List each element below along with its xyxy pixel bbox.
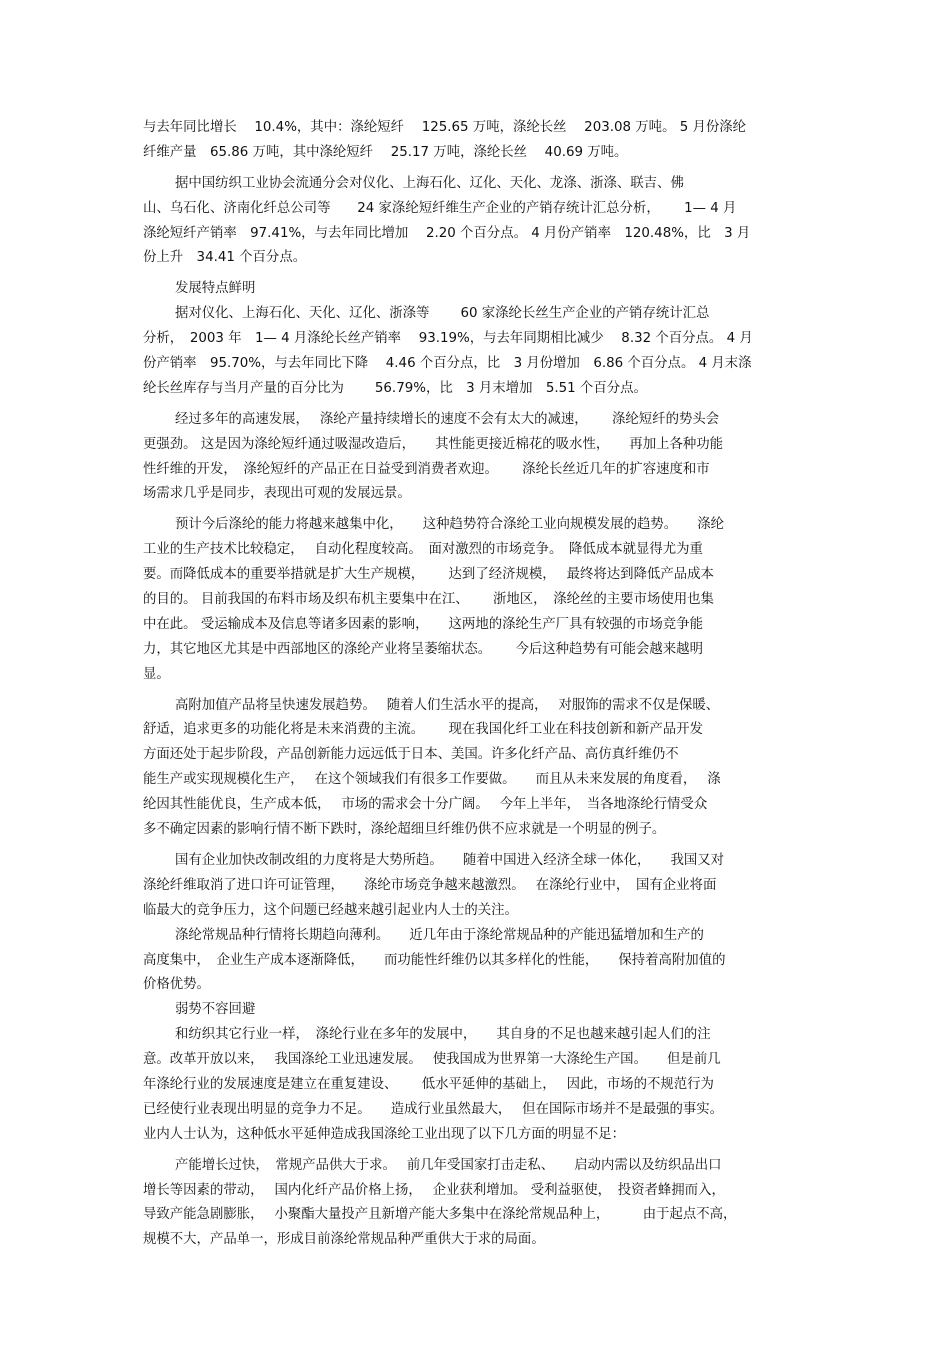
text-line: 分析， 2003 年 1— 4 月涤纶长丝产销率 93.19%，与去年同期相比减少 8.32 个百分点。 4 月 <box>143 331 753 347</box>
paragraph-start: 和纺织其它行业一样， 涤纶行业在多年的发展中， 其自身的不足也越来越引起人们的注 <box>175 1027 711 1043</box>
document-body <box>143 116 807 1253</box>
text-line: 与去年同比增长 10.4%，其中：涤纶短纤 125.65 万吨，涤纶长丝 203.08 万吨。 5 月份涤纶 <box>143 120 747 135</box>
text-line: 的目的。 目前我国的布料市场及织布机主要集中在江、 浙地区， 涤纶丝的主要市场使用也集 <box>143 592 714 608</box>
text-line: 价格优势。 <box>143 977 210 993</box>
paragraph-start: 据对仪化、上海石化、天化、辽化、浙涤等 60 家涤纶长丝生产企业的产销存统计汇总 <box>175 306 710 322</box>
text-line: 涤纶短纤产销率 97.41%，与去年同比增加 2.20 个百分点。 4 月份产销率 120.48%，比 3 月 <box>143 225 751 241</box>
text-line: 工业的生产技术比较稳定， 自动化程度较高。 面对激烈的市场竞争。 降低成本就显得尤为重 <box>143 542 703 558</box>
text-line: 高度集中， 企业生产成本逐渐降低， 而功能性纤维仍以其多样化的性能， 保持着高附加值的 <box>143 952 726 968</box>
text-line: 能生产或实现规模化生产， 在这个领域我们有很多工作要做。 而且从未来发展的角度看， 涤 <box>143 772 721 788</box>
text-line: 纤维产量 65.86 万吨，其中涤纶短纤 25.17 万吨，涤纶长丝 40.69 万吨。 <box>143 144 628 160</box>
text-line: 已经使行业表现出明显的竞争力不足。 造成行业虽然最大， 但在国际市场并不是最强的事实。 <box>143 1101 724 1117</box>
paragraph-start: 涤纶常规品种行情将长期趋向薄利。 近几年由于涤纶常规品种的产能迅猛增加和生产的 <box>175 927 704 943</box>
text-line: 山、乌石化、济南化纤总公司等 24 家涤纶短纤维生产企业的产销存统计汇总分析， 1— 4 月 <box>143 200 737 216</box>
paragraph-start: 高附加值产品将呈快速发展趋势。 随着人们生活水平的提高， 对服饰的需求不仅是保暖、 <box>175 697 720 713</box>
text-line: 年涤纶行业的发展速度是建立在重复建设、 低水平延伸的基础上， 因此，市场的不规范行为 <box>143 1076 714 1092</box>
section-heading: 发展特点鲜明 <box>175 281 256 297</box>
text-line: 意。改革开放以来， 我国涤纶工业迅速发展。 使我国成为世界第一大涤纶生产国。 但是前几 <box>143 1052 721 1068</box>
text-line: 多不确定因素的影响行情不断下跌时，涤纶超细旦纤维仍供不应求就是一个明显的例子。 <box>143 822 666 838</box>
text-line: 增长等因素的带动， 国内化纤产品价格上扬， 企业获利增加。 受利益驱使， 投资者蜂拥而入， <box>143 1182 725 1198</box>
text-line: 更强劲。 这是因为涤纶短纤通过吸湿改造后， 其性能更接近棉花的吸水性， 再加上各种功能 <box>143 436 724 452</box>
paragraph-start: 产能增长过快， 常规产品供大于求。 前几年受国家打击走私、 启动内需以及纺织品出口 <box>175 1157 722 1173</box>
section-heading: 弱势不容回避 <box>175 1002 256 1018</box>
paragraph-start: 预计今后涤纶的能力将越来越集中化， 这种趋势符合涤纶工业向规模发展的趋势。 涤纶 <box>175 517 725 533</box>
text-line: 性纤维的开发， 涤纶短纤的产品正在日益受到消费者欢迎。 涤纶长丝近几年的扩容速度和市 <box>143 461 710 477</box>
text-line: 舒适，追求更多的功能化将是未来消费的主流。 现在我国化纤工业在科技创新和新产品开发 <box>143 722 703 738</box>
text-line: 纶因其性能优良，生产成本低， 市场的需求会十分广阔。 今年上半年， 当各地涤纶行情受众 <box>143 797 708 813</box>
text-line: 份上升 34.41 个百分点。 <box>143 250 307 266</box>
text-line: 中在此。 受运输成本及信息等诸多因素的影响， 这两地的涤纶生产厂具有较强的市场竞争能 <box>143 616 703 632</box>
text-line: 显。 <box>143 666 170 682</box>
text-line: 纶长丝库存与当月产量的百分比为 56.79%，比 3 月末增加 5.51 个百分点。 <box>143 380 647 396</box>
paragraph-start: 国有企业加快改制改组的力度将是大势所趋。 随着中国进入经济全球一体化， 我国又对 <box>175 852 725 868</box>
text-line: 规模不大，产品单一，形成目前涤纶常规品种严重供大于求的局面。 <box>143 1232 545 1248</box>
text-line: 力，其它地区尤其是中西部地区的涤纶产业将呈萎缩状态。 今后这种趋势有可能会越来越明 <box>143 641 703 657</box>
text-line: 份产销率 95.70%，与去年同比下降 4.46 个百分点，比 3 月份增加 6.86 个百分点。 4 月末涤 <box>143 356 752 372</box>
text-line: 涤纶纤维取消了进口许可证管理， 涤纶市场竞争越来越激烈。 在涤纶行业中， 国有企业将面 <box>143 877 717 893</box>
text-line: 导致产能急剧膨胀， 小聚酯大量投产且新增产能大多集中在涤纶常规品种上， 由于起点不高， <box>143 1207 737 1223</box>
text-line: 要。而降低成本的重要举措就是扩大生产规模， 达到了经济规模， 最终将达到降低产品成本 <box>143 567 714 583</box>
text-line: 业内人士认为，这种低水平延伸造成我国涤纶工业出现了以下几方面的明显不足： <box>143 1126 626 1142</box>
text-line: 临最大的竞争压力，这个问题已经越来越引起业内人士的关注。 <box>143 902 518 918</box>
paragraph-start: 据中国纺织工业协会流通分会对仪化、上海石化、辽化、天化、龙涤、浙涤、联吉、佛 <box>175 175 684 191</box>
text-line: 方面还处于起步阶段，产品创新能力远远低于日本、美国。许多化纤产品、高仿真纤维仍不 <box>143 747 679 763</box>
text-line: 场需求几乎是同步，表现出可观的发展远景。 <box>143 486 411 502</box>
paragraph-start: 经过多年的高速发展， 涤纶产量持续增长的速度不会有太大的减速， 涤纶短纤的势头会 <box>175 411 720 427</box>
